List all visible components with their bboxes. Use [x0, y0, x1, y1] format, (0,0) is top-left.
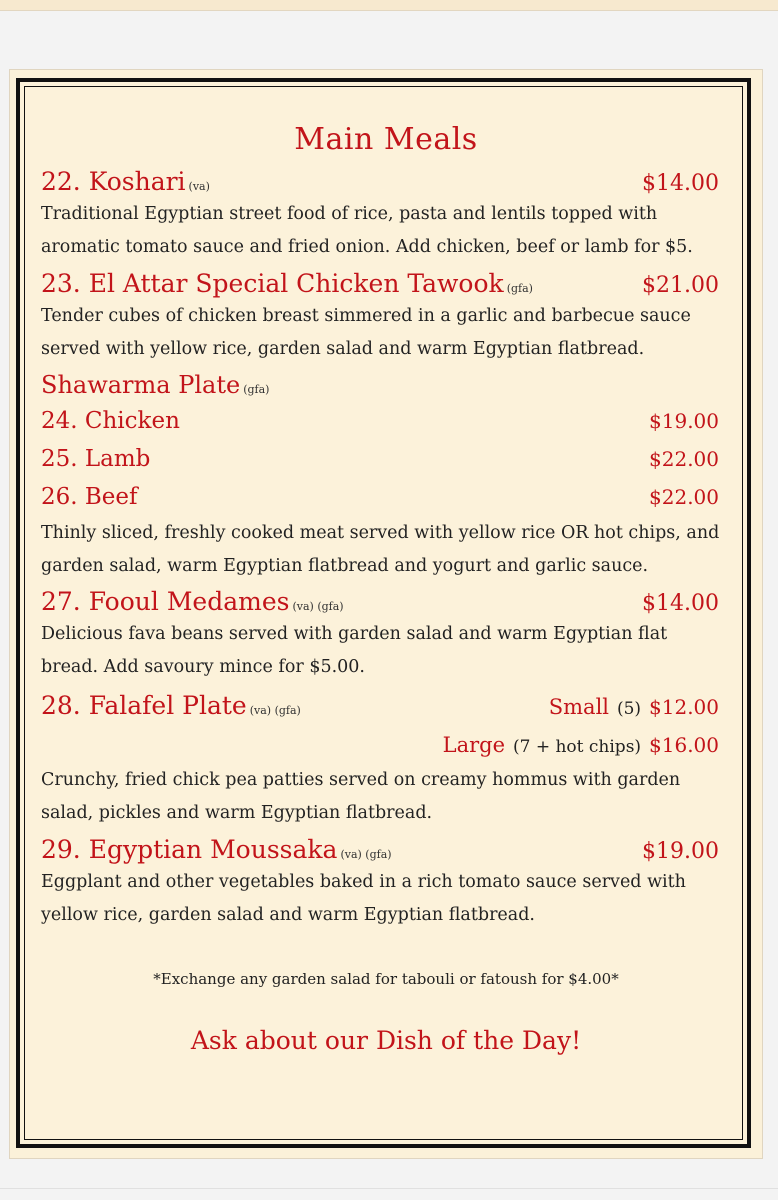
menu-page — [10, 70, 762, 1158]
dietary-tag: (va) (gfa) — [249, 703, 301, 717]
menu-item-egyptian-moussaka — [41, 833, 731, 866]
shawarma-option — [41, 479, 731, 517]
small-size-label: Small — [548, 694, 610, 719]
option-price: $19.00 — [649, 408, 719, 433]
small-size-price: $12.00 — [649, 694, 719, 719]
dish-of-the-day-note: Ask about our Dish of the Day! — [190, 1026, 582, 1056]
falafel-large-price — [443, 725, 719, 764]
dietary-tag: (va) (gfa) — [292, 600, 344, 614]
dietary-tag: (va) — [188, 180, 210, 193]
dietary-tag: (gfa) — [243, 383, 270, 397]
option-price: $22.00 — [649, 484, 719, 509]
menu-frame — [16, 78, 751, 1148]
item-price: $14.00 — [642, 591, 719, 617]
item-name: 28. Falafel Plate (va) (gfa) — [41, 690, 301, 720]
menu-item-falafel-plate — [41, 687, 731, 726]
option-name: 25. Lamb — [41, 445, 151, 472]
falafel-size-prices — [549, 687, 719, 726]
item-description: Crunchy, fried chick pea patties served on creamy hommus with garden salad, pickles and warm Egyptian flatbread. — [41, 770, 681, 824]
item-price: $19.00 — [642, 838, 719, 864]
menu-content — [41, 112, 731, 1055]
large-size-label: Large — [442, 733, 506, 758]
item-name: 29. Egyptian Moussaka (va) (gfa) — [41, 834, 392, 864]
item-description: Eggplant and other vegetables baked in a rich tomato sauce served with yellow rice, garden salad and warm Egyptian flatbread. — [41, 871, 686, 925]
shawarma-option — [41, 441, 731, 479]
large-size-detail: (7 + hot chips) — [512, 737, 642, 758]
menu-item-chicken-tawook — [41, 267, 731, 300]
shawarma-option — [41, 403, 731, 441]
menu-item-koshari — [41, 165, 731, 198]
item-price: $14.00 — [642, 171, 719, 196]
item-description: Traditional Egyptian street food of rice, pasta and lentils topped with aromatic tomato sauce and fried onion. Add chicken, beef or lamb for $5. — [41, 204, 693, 258]
option-price: $22.00 — [649, 446, 719, 471]
bottom-divider — [0, 1188, 778, 1189]
item-description: Delicious fava beans served with garden salad and warm Egyptian flat bread. Add savoury mince for $5.00. — [41, 624, 668, 678]
shawarma-heading: Shawarma Plate (gfa) — [41, 371, 270, 400]
shawarma-description: Thinly sliced, freshly cooked meat served with yellow rice OR hot chips, and garden salad, warm Egyptian flatbread and yogurt and garlic sauce. — [41, 522, 720, 576]
dietary-tag: (gfa) — [506, 281, 533, 295]
item-name: 27. Fooul Medames (va) (gfa) — [41, 587, 344, 617]
top-strip — [0, 0, 778, 11]
item-price: $21.00 — [642, 272, 719, 298]
menu-item-fooul-medames — [41, 585, 731, 618]
large-size-price: $16.00 — [649, 733, 719, 758]
salad-exchange-note: *Exchange any garden salad for tabouli or fatoush for $4.00* — [153, 970, 619, 989]
item-description: Tender cubes of chicken breast simmered in a garlic and barbecue sauce served with yellow rice, garden salad and warm Egyptian flatbread. — [41, 305, 691, 359]
item-name: 22. Koshari (va) — [41, 167, 210, 196]
dietary-tag: (va) (gfa) — [340, 847, 392, 861]
menu-title: Main Meals — [294, 122, 478, 157]
small-size-detail: (5) — [616, 698, 642, 719]
option-name: 24. Chicken — [41, 407, 180, 434]
falafel-large-row — [41, 725, 731, 764]
option-name: 26. Beef — [41, 483, 138, 510]
item-name: 23. El Attar Special Chicken Tawook (gfa) — [41, 268, 533, 298]
